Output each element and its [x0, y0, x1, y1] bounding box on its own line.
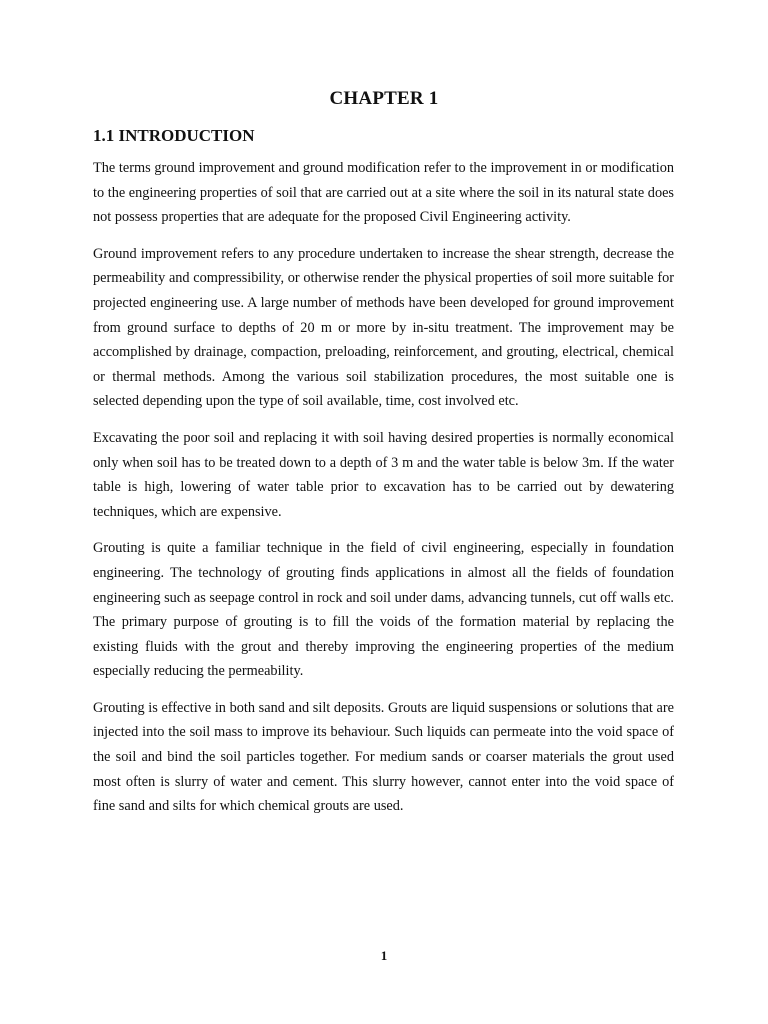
paragraph-2: Ground improvement refers to any procedure undertaken to increase the shear strength, decrease the permeability and compressibility, or otherwise render the physical properties of soil more suitable for projected engineering use. A large number of methods have been developed for ground improvement from ground surface to depths of 20 m or more by in-situ treatment. The improvement may be accomplished by drainage, compaction, preloading, reinforcement, and grouting, electrical, chemical or thermal methods. Among the various soil stabilization procedures, the most suitable one is selected depending upon the type of soil available, time, cost involved etc.: [93, 245, 674, 410]
page-number: 1: [380, 948, 388, 963]
paragraph-3: Excavating the poor soil and replacing it with soil having desired properties is normally economical only when soil has to be treated down to a depth of 3 m and the water table is below 3m. If the water table is high, lowering of water table prior to excavation has to be carried out by dewatering techniques, which are expensive.: [93, 429, 674, 520]
paragraph-5: Grouting is effective in both sand and silt deposits. Grouts are liquid suspensions or solutions that are injected into the soil mass to improve its behaviour. Such liquids can permeate into the void space of the soil and bind the soil particles together. For medium sands or coarser materials the grout used most often is slurry of water and cement. This slurry however, cannot enter into the void space of fine sand and silts for which chemical grouts are used.: [93, 699, 674, 815]
paragraph-4: Grouting is quite a familiar technique in the field of civil engineering, especially in foundation engineering. The technology of grouting finds applications in almost all the fields of foundation engineering such as seepage control in rock and soil under dams, advancing tunnels, cut off walls etc. The primary purpose of grouting is to fill the voids of the formation material by replacing the existing fluids with the grout and thereby improving the engineering properties of the medium especially reducing the permeability.: [93, 540, 674, 680]
body-text: [93, 156, 674, 831]
section-heading: 1.1 INTRODUCTION: [93, 126, 255, 145]
paragraph-1: The terms ground improvement and ground modification refer to the improvement in or modification to the engineering properties of soil that are carried out at a site where the soil in its natural state does not possess properties that are adequate for the proposed Civil Engineering activity.: [93, 160, 674, 226]
chapter-title: CHAPTER 1: [329, 88, 439, 109]
